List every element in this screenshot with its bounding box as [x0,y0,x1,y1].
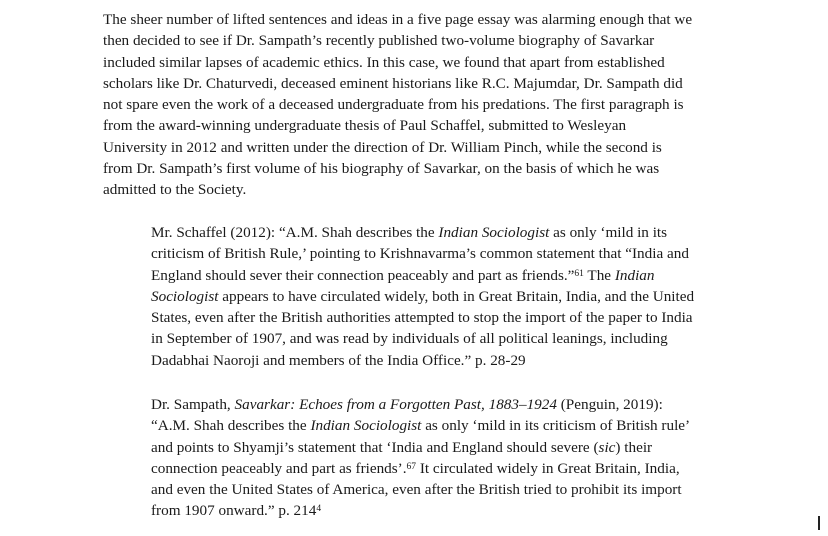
quote-text: connection peaceably and part as friends’. [151,459,407,477]
quote-line [151,415,731,436]
paragraph-line: University in 2012 and written under the direction of Dr. William Pinch, while the second is [103,138,662,156]
paragraph-line: included similar lapses of academic ethics. In this case, we found that apart from established [103,53,665,71]
quote-text: (Penguin, 2019): [556,396,663,413]
page-edge-mark [818,516,820,530]
quote-text: ) their [615,438,653,456]
quote-line: States, even after the British authorities attempted to stop the import of the paper to India [151,309,693,327]
quote-text: Mr. Schaffel (2012): “A.M. Shah describes the [151,224,439,241]
footnote-marker: 67 [406,461,417,472]
paragraph-line: scholars like Dr. Chaturvedi, deceased eminent historians like R.C. Majumdar, Dr. Sampath did [103,74,683,92]
quote-text: as only ‘mild in its criticism of British rule’ [421,417,691,435]
quote-line [151,265,731,286]
quote-text: “A.M. Shah describes the [151,417,311,435]
paragraph-line: from the award-winning undergraduate thesis of Paul Schaffel, submitted to Wesleyan [103,117,627,135]
quote-italic: Indian Sociologist [310,417,422,435]
paragraph-line: not spare even the work of a deceased undergraduate from his predations. The first paragraph is [103,96,684,114]
body-paragraph [103,9,715,201]
quote-line [151,437,731,458]
footnote-marker: 4 [316,504,322,515]
quote-text: and points to Shyamji’s statement that ‘India and England should severe ( [151,438,599,456]
quote-line: and even the United States of America, even after the British tried to prohibit its import [151,481,682,499]
paragraph-line: admitted to the Society. [103,181,247,199]
quote-line [151,286,731,307]
quote-text: Dr. Sampath, [151,396,235,413]
quote-line: criticism of British Rule,’ pointing to Krishnavarma’s common statement that “India and [151,245,689,263]
quote-text: from 1907 onward.” p. 214 [151,502,317,520]
paragraph-line: The sheer number of lifted sentences and ideas in a five page essay was alarming enough that we [103,11,693,28]
quote-line [151,394,731,415]
quote-line [151,222,731,243]
quote-text: as only ‘mild in its [549,224,668,241]
quote-text: The [583,266,615,284]
quote-line [151,458,731,479]
book-title: Savarkar: Echoes from a Forgotten Past, 1883–1924 [234,396,557,413]
quote-italic: Indian Sociologist [438,224,550,241]
quote-line: in September of 1907, and was read by individuals of all political leanings, including [151,330,668,348]
paragraph-line: then decided to see if Dr. Sampath’s recently published two-volume biography of Savarkar [103,32,655,50]
quote-italic: sic [598,438,616,456]
quote-italic: Indian [614,266,655,284]
quote-text: England should sever their connection peaceably and part as friends.” [151,266,575,284]
quote-text: It circulated widely in Great Britain, India, [416,459,680,477]
quote-text: appears to have circulated widely, both in Great Britain, India, and the United [218,287,695,305]
quote-line: Dadabhai Naoroji and members of the India Office.” p. 28-29 [151,351,526,369]
paragraph-line: from Dr. Sampath’s first volume of his biography of Savarkar, on the basis of which he was [103,160,660,178]
quote-italic: Sociologist [151,287,219,305]
footnote-marker: 61 [574,268,584,279]
sampath-quote [151,394,731,522]
schaffel-quote [151,222,731,371]
quote-line [151,500,731,521]
